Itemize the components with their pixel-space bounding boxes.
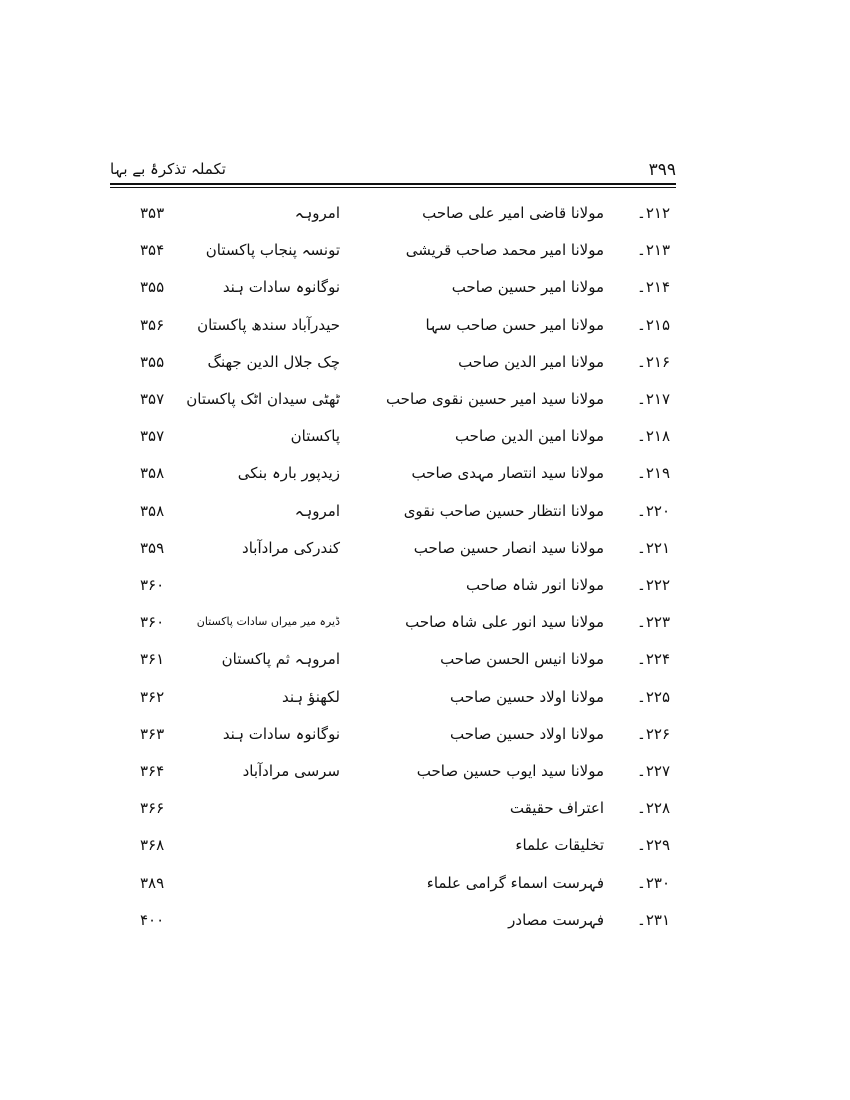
entry-page-number: ۳۶۰ (140, 613, 165, 632)
entry-place: سرسی مرادآباد (242, 762, 340, 780)
list-item (110, 570, 676, 600)
entry-name: مولانا امیر حسن صاحب سہا (425, 315, 604, 334)
entry-number: ۲۲۴۔ (637, 650, 670, 669)
entry-number: ۲۱۶۔ (637, 352, 670, 371)
entry-number: ۲۱۲۔ (637, 204, 670, 222)
book-title: تکملہ تذکرۂ بے بہا (110, 160, 226, 178)
entry-number: ۲۲۹۔ (637, 836, 670, 855)
list-item (110, 310, 676, 340)
entry-number: ۲۲۶۔ (637, 724, 670, 743)
list-item (110, 421, 676, 451)
entry-number: ۲۱۳۔ (637, 241, 670, 260)
entry-page-number: ۳۶۴ (140, 762, 165, 780)
list-item (110, 347, 676, 377)
entry-page-number: ۳۵۷ (140, 390, 165, 408)
entry-place: زیدپور بارہ بنکی (237, 464, 340, 483)
list-item (110, 235, 676, 265)
entry-name: مولانا انیس الحسن صاحب (440, 650, 604, 669)
entry-number: ۲۲۱۔ (637, 538, 670, 557)
entry-place: امروہہ ثم پاکستان (221, 650, 340, 669)
entry-name: تخلیقات علماء (515, 836, 604, 855)
entry-name: مولانا امیر حسین صاحب (451, 278, 604, 297)
entry-page-number: ۳۵۸ (140, 464, 165, 483)
list-item (110, 756, 676, 786)
entry-place: ڈیرہ میر میراں سادات پاکستان (196, 615, 340, 629)
entry-place: نوگانوہ سادات ہند (222, 724, 340, 743)
entry-number: ۲۲۳۔ (637, 613, 670, 632)
entry-page-number: ۳۶۳ (140, 724, 165, 743)
entry-page-number: ۳۵۵ (140, 278, 165, 297)
page-number: ۳۹۹ (648, 160, 676, 180)
entry-page-number: ۳۶۱ (140, 650, 165, 669)
entry-number: ۲۱۹۔ (637, 464, 670, 483)
entry-page-number: ۳۶۰ (140, 576, 165, 594)
list-item (110, 458, 676, 488)
entry-name: فہرست اسماء گرامی علماء (426, 873, 604, 892)
entry-name: مولانا انتظار حسین صاحب نقوی (403, 501, 604, 520)
entry-name: مولانا امیر الدین صاحب (458, 352, 604, 371)
entry-page-number: ۳۵۵ (140, 352, 165, 371)
entry-place: حیدرآباد سندھ پاکستان (197, 315, 340, 334)
list-item (110, 868, 676, 898)
entry-place: تونسہ پنجاب پاکستان (205, 241, 340, 260)
entry-page-number: ۳۵۹ (140, 538, 165, 557)
entry-number: ۲۲۸۔ (637, 799, 670, 818)
entry-page-number: ۳۵۳ (140, 204, 165, 222)
list-item (110, 682, 676, 712)
entry-place: کندرکی مرادآباد (242, 538, 340, 557)
list-item (110, 272, 676, 302)
entry-name: مولانا امین الدین صاحب (454, 427, 604, 446)
list-item (110, 905, 676, 935)
entry-number: ۲۱۷۔ (637, 390, 670, 408)
entry-place: ٹھٹی سیدان اٹک پاکستان (186, 390, 340, 408)
entry-name: مولانا سید امیر حسین نقوی صاحب (385, 390, 604, 408)
list-item (110, 496, 676, 526)
page-header (110, 160, 676, 180)
entry-name: مولانا سید انتصار مہدی صاحب (411, 464, 604, 483)
list-item (110, 384, 676, 414)
entry-number: ۲۲۰۔ (637, 501, 670, 520)
entry-page-number: ۳۵۴ (140, 241, 165, 260)
list-item (110, 830, 676, 860)
entry-page-number: ۳۶۸ (140, 836, 165, 855)
entry-number: ۲۲۷۔ (637, 762, 670, 780)
header-rule-thin (110, 187, 676, 188)
entry-name: مولانا انور شاہ صاحب (466, 576, 604, 594)
entry-number: ۲۳۱۔ (637, 910, 670, 929)
entry-page-number: ۳۶۲ (140, 687, 165, 706)
entry-place: امروہہ (294, 501, 340, 520)
entry-name: مولانا سید ایوب حسین صاحب (416, 762, 604, 780)
entry-number: ۲۱۸۔ (637, 427, 670, 446)
entry-number: ۲۱۵۔ (637, 315, 670, 334)
entry-name: مولانا امیر محمد صاحب قریشی (405, 241, 604, 260)
entry-name: مولانا اولاد حسین صاحب (450, 724, 604, 743)
entry-page-number: ۳۵۸ (140, 501, 165, 520)
entry-place: نوگانوہ سادات ہند (222, 278, 340, 297)
entry-page-number: ۳۵۷ (140, 427, 165, 446)
entry-number: ۲۲۲۔ (637, 576, 670, 594)
list-item (110, 533, 676, 563)
list-item (110, 644, 676, 674)
entry-place: لکھنؤ ہند (281, 687, 340, 706)
entry-page-number: ۳۵۶ (140, 315, 165, 334)
entry-name: اعتراف حقیقت (509, 799, 604, 818)
entry-page-number: ۴۰۰ (140, 910, 165, 929)
header-rule-thick (110, 183, 676, 185)
entry-number: ۲۱۴۔ (637, 278, 670, 297)
list-item (110, 607, 676, 637)
entry-page-number: ۳۶۶ (140, 799, 165, 818)
entry-name: مولانا سید انصار حسین صاحب (413, 538, 604, 557)
list-item (110, 719, 676, 749)
list-item (110, 198, 676, 228)
entry-name: مولانا اولاد حسین صاحب (450, 687, 604, 706)
entry-name: مولانا سید انور علی شاہ صاحب (405, 613, 604, 632)
entry-page-number: ۳۸۹ (140, 873, 165, 892)
entry-place: امروہہ (294, 204, 340, 222)
entry-name: مولانا قاضی امیر علی صاحب (422, 204, 604, 222)
list-item (110, 793, 676, 823)
entry-place: چک جلال الدین جھنگ (207, 352, 340, 371)
entry-place: پاکستان (290, 427, 340, 446)
entry-number: ۲۳۰۔ (637, 873, 670, 892)
entry-number: ۲۲۵۔ (637, 687, 670, 706)
entry-name: فہرست مصادر (508, 910, 604, 929)
